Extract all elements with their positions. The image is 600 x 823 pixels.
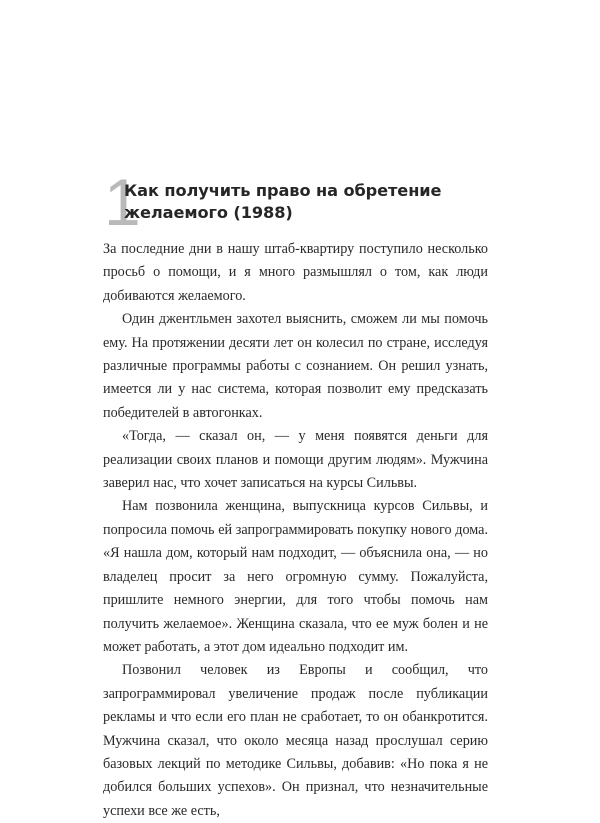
paragraph-3: «Тогда, — сказал он, — у меня появятся деньги для реализации своих планов и помощи другим людям». Мужчина заверил нас, что хочет записаться на курсы Сильвы. (103, 428, 488, 492)
paragraph-1: За последние дни в нашу штаб-квартиру поступило несколько просьб о помощи, и я много размышлял о том, как люди добиваются желаемого. (103, 241, 488, 304)
body-text (103, 238, 488, 823)
paragraph-4: Нам позвонила женщина, выпускница курсов Сильвы, и попросила помочь ей запрограммировать покупку нового дома. «Я нашла дом, который нам подходит, — объяснила она, — но владелец просит за него огромную сумму. Пожалуйста, пришлите немного энергии, для того чтобы помочь нам получить желаемое». Женщина сказала, что ее муж болен и не может работать, а этот дом идеально подходит им. (103, 498, 488, 655)
paragraph-2: Один джентльмен захотел выяснить, сможем ли мы помочь ему. На протяжении десяти лет он колесил по стране, исследуя различные программы работы с сознанием. Он решил узнать, имеется ли у нас система, которая позволит ему предсказать победителей в автогонках. (103, 311, 488, 421)
paragraph-5: Позвонил человек из Европы и сообщил, что запрограммировал увеличение продаж после публикации рекламы и что если его план не сработает, то он обанкротится. Мужчина сказал, что около месяца назад прослушал серию базовых лекций по методике Сильвы, добавив: «Но пока я не добился больших успехов». Он признал, что незначительные успехи все же есть, (103, 662, 488, 819)
chapter-number: 1 (104, 165, 141, 239)
chapter-title: Как получить право на обретение желаемого (1988) (124, 181, 442, 222)
